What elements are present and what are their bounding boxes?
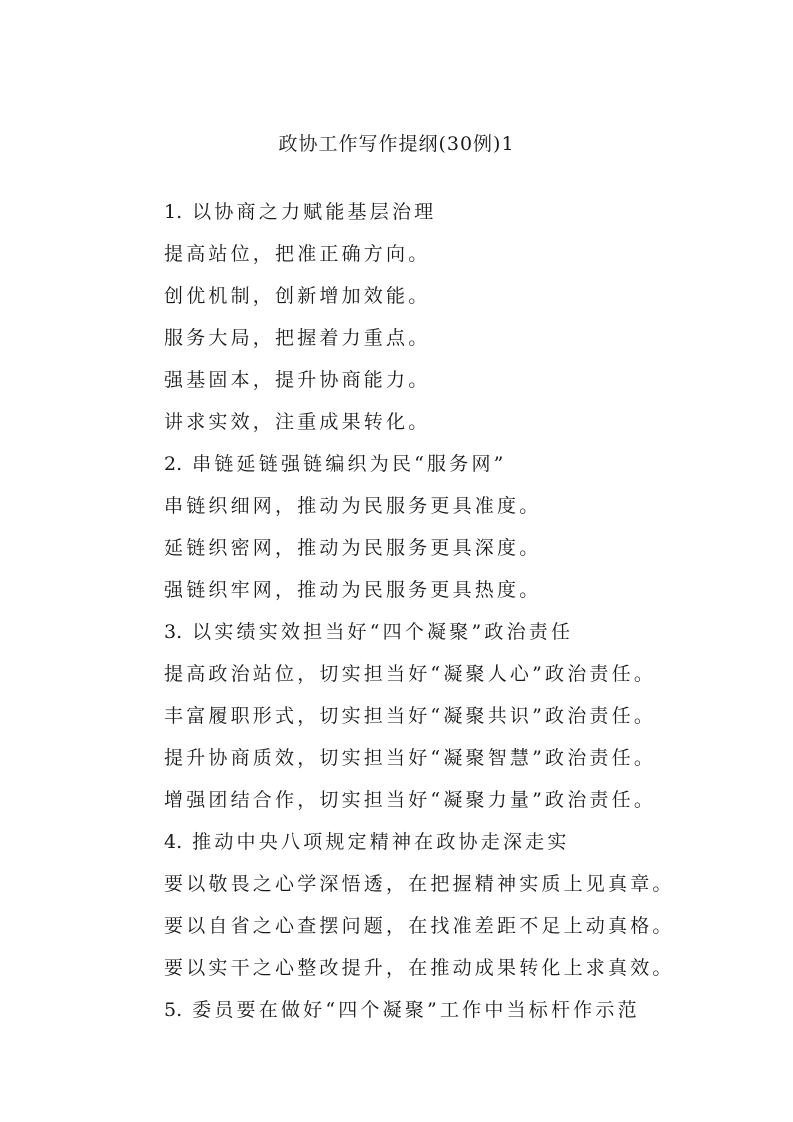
- section-heading: [164, 616, 684, 658]
- section-heading: [164, 826, 684, 868]
- section-point: 要以实干之心整改提升，在推动成果转化上求真效。: [164, 957, 675, 979]
- section-heading-text: 委员要在做好“四个凝聚”工作中当标杆作示范: [192, 999, 640, 1021]
- document-body: [164, 196, 684, 1036]
- section-point: 服务大局，把握着力重点。: [164, 327, 431, 349]
- section-heading: [164, 448, 684, 490]
- section-number: 3.: [164, 621, 183, 643]
- section-point: 要以自省之心查摆问题，在找准差距不足上动真格。: [164, 915, 675, 937]
- section-number: 2.: [164, 453, 183, 475]
- section-point: 强链织牢网，推动为民服务更具热度。: [164, 579, 542, 601]
- section-point: 增强团结合作，切实担当好“凝聚力量”政治责任。: [164, 789, 657, 811]
- section-point: 强基固本，提升协商能力。: [164, 369, 431, 391]
- section-point: 要以敬畏之心学深悟透，在把握精神实质上见真章。: [164, 873, 675, 895]
- section-heading-text: 以协商之力赋能基层治理: [192, 201, 437, 223]
- section-point: 丰富履职形式，切实担当好“凝聚共识”政治责任。: [164, 705, 657, 727]
- section-heading-text: 串链延链强链编织为民“服务网”: [192, 453, 507, 475]
- section-point: 讲求实效，注重成果转化。: [164, 411, 431, 433]
- section-heading-text: 以实绩实效担当好“四个凝聚”政治责任: [192, 621, 574, 643]
- section-number: 4.: [164, 831, 183, 853]
- section-number: 1.: [164, 201, 183, 223]
- section-point: 提升协商质效，切实担当好“凝聚智慧”政治责任。: [164, 747, 657, 769]
- section-number: 5.: [164, 999, 183, 1021]
- section-point: 创优机制，创新增加效能。: [164, 285, 431, 307]
- section-point: 串链织细网，推动为民服务更具准度。: [164, 495, 542, 517]
- section-point: 提高政治站位，切实担当好“凝聚人心”政治责任。: [164, 663, 657, 685]
- section-heading-text: 推动中央八项规定精神在政协走深走实: [192, 831, 570, 853]
- section-point: 提高站位，把准正确方向。: [164, 243, 431, 265]
- section-point: 延链织密网，推动为民服务更具深度。: [164, 537, 542, 559]
- section-heading: [164, 196, 684, 238]
- section-heading: [164, 994, 684, 1036]
- document-title: 政协工作写作提纲(30例)1: [278, 133, 515, 155]
